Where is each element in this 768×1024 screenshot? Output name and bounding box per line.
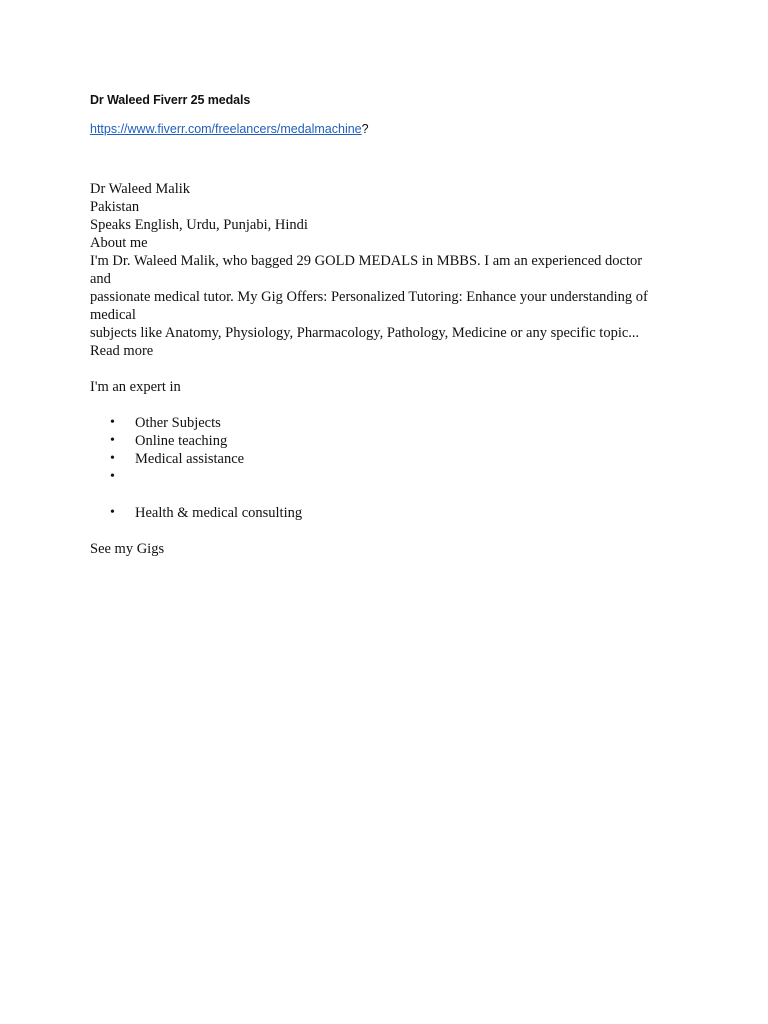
profile-link[interactable]: https://www.fiverr.com/freelancers/medalmachine <box>90 122 362 136</box>
expert-list <box>90 414 690 522</box>
spacer <box>90 360 690 378</box>
expert-label: I'm an expert in <box>90 379 181 395</box>
bullet-icon: • <box>110 451 115 466</box>
list-item-label: Health & medical consulting <box>135 505 303 521</box>
see-gigs-text: See my Gigs <box>90 541 165 557</box>
about-line: medical <box>90 307 136 323</box>
about-line: I'm Dr. Waleed Malik, who bagged 29 GOLD MEDALS in MBBS. I am an experienced doctor <box>90 253 643 269</box>
document-heading: Dr Waleed Fiverr 25 medals <box>90 93 251 107</box>
profile-name: Dr Waleed Malik <box>90 181 191 197</box>
bullet-icon: • <box>110 433 115 448</box>
profile-languages: Speaks English, Urdu, Punjabi, Hindi <box>90 217 308 233</box>
spacer <box>90 396 690 414</box>
bullet-icon: • <box>110 415 115 430</box>
about-label: About me <box>90 235 148 251</box>
spacer <box>90 522 690 540</box>
profile-country: Pakistan <box>90 199 140 215</box>
read-more-text: Read more <box>90 343 154 359</box>
about-line: and <box>90 271 111 287</box>
about-line: subjects like Anatomy, Physiology, Pharmacology, Pathology, Medicine or any specific topic... <box>90 325 640 341</box>
list-item-label: Online teaching <box>135 433 228 449</box>
list-item <box>90 414 690 432</box>
list-item <box>90 468 690 486</box>
list-item <box>90 432 690 450</box>
profile-text <box>90 180 690 558</box>
profile-link-line <box>90 122 369 136</box>
list-item-label: Medical assistance <box>135 451 245 467</box>
list-item-label: Other Subjects <box>135 415 221 431</box>
bullet-icon: • <box>110 469 115 484</box>
list-item <box>90 504 690 522</box>
list-spacer <box>90 486 690 504</box>
about-line: passionate medical tutor. My Gig Offers: Personalized Tutoring: Enhance your understanding of <box>90 289 648 305</box>
list-item <box>90 450 690 468</box>
bullet-icon: • <box>110 505 115 520</box>
link-suffix: ? <box>361 122 369 136</box>
